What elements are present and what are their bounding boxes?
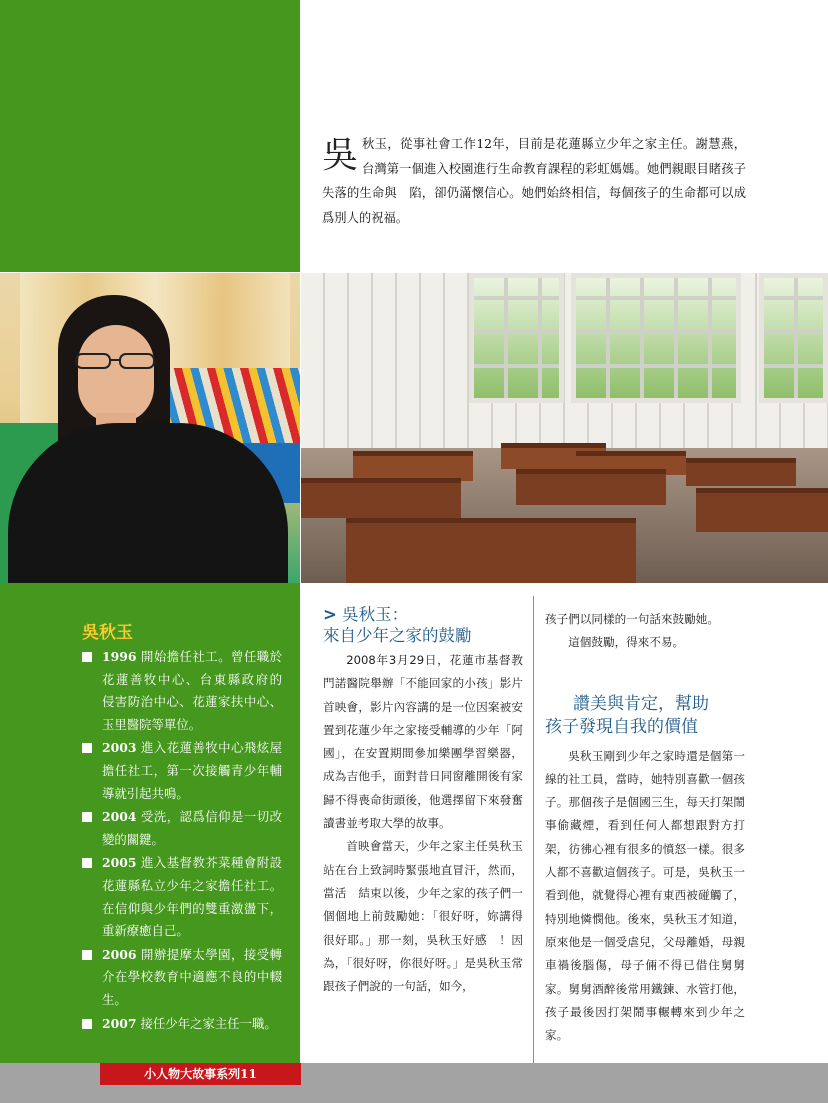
- timeline-text: 受洗，認爲信仰是一切改變的關鍵。: [102, 809, 282, 847]
- classroom-window: [469, 273, 564, 403]
- series-label: 小人物大故事系列11: [100, 1063, 301, 1085]
- bio-timeline: [82, 646, 295, 1035]
- timeline-year: 1996: [102, 649, 137, 664]
- timeline-text: 進入基督教芥菜種會附設花蓮縣私立少年之家擔任社工。在信仰與少年們的雙重激盪下，重新療癒自己。: [102, 855, 282, 939]
- timeline-year: 2003: [102, 740, 137, 756]
- article-body: [323, 649, 523, 998]
- timeline-year: 2005: [102, 855, 137, 871]
- timeline-text: 開始擔任社工。曾任職於花蓮善牧中心、台東縣政府的 侵害防治中心、花蓮家扶中心、玉里醫院等單位。: [102, 649, 295, 732]
- desk: [301, 478, 461, 518]
- square-bullet-icon: [82, 1019, 92, 1029]
- article-paragraph: 這個鼓勵，得來不易。: [568, 635, 685, 650]
- heading-line-1: 讚美與肯定，幫助: [573, 693, 709, 714]
- desk: [346, 518, 636, 583]
- article-paragraph: 孩子們以同樣的一句話來鼓勵她。: [545, 612, 719, 626]
- woman-portrait-photo: [0, 273, 300, 583]
- square-bullet-icon: [82, 812, 92, 822]
- square-bullet-icon: [82, 743, 92, 753]
- timeline-text: 進入花蓮善牧中心飛炫屋擔任社工，第一次接觸青少年輔導就引起共鳴。: [102, 740, 282, 801]
- article-paragraph: 2008年3月29日，花蓮市基督教門諾醫院舉辦「不能回家的小孩」影片首映會，影片內容講的是一位因案被安置到花蓮少年之家接受輔導的少年「阿國」，在安置期間參加樂團學習樂器，成為吉他手，面對昔日同窗離開後有家歸不得喪命街頭後，他選擇留下來發奮讀書並考取大學的故事。: [323, 653, 523, 831]
- section-heading: [545, 693, 745, 739]
- article-column-2: [545, 608, 745, 1047]
- heading-arrow-icon: >: [323, 605, 337, 624]
- bio-timeline-item: [82, 737, 282, 805]
- empty-classroom-photo: [301, 273, 828, 583]
- glasses-icon: [74, 351, 158, 371]
- bio-timeline-item: [82, 806, 282, 851]
- square-bullet-icon: [82, 858, 92, 868]
- intro-paragraph: [322, 132, 746, 230]
- section-heading: [323, 604, 523, 646]
- bio-name: 吳秋玉: [82, 623, 133, 643]
- column-divider: [533, 596, 534, 1063]
- heading-line-2: 孩子發現自我的價值: [545, 716, 698, 737]
- bio-sidebar: [82, 618, 295, 1036]
- square-bullet-icon: [82, 950, 92, 960]
- black-top: [8, 423, 288, 583]
- desk: [353, 451, 473, 481]
- classroom-window: [759, 273, 828, 403]
- square-bullet-icon: [82, 652, 92, 662]
- classroom-wall: [301, 273, 828, 453]
- article-column-1: [323, 604, 523, 998]
- desk: [686, 458, 796, 486]
- article-paragraph: 首映會當天，少年之家主任吳秋玉站在台上致詞時緊張地直冒汗，然而，當活 結束以後，少年之家的孩子們一個個地上前鼓勵她：「很好呀，妳講得很好耶。」那一刻，吳秋玉好感 ！因為，「很好呀，你很好呀。」是吳秋玉常跟孩子們說的一句話，如今，: [323, 839, 523, 994]
- bio-timeline-item: [82, 852, 282, 942]
- heading-line-1: 吳秋玉：: [342, 605, 409, 624]
- timeline-text: 接任少年之家主任一職。: [140, 1015, 277, 1031]
- green-color-block-top: [0, 0, 300, 272]
- bio-timeline-item: [82, 944, 282, 1012]
- bio-timeline-item: [82, 1013, 282, 1036]
- desk: [696, 488, 828, 532]
- timeline-text: 開辦提摩太學園，接受轉介在學校教育中適應不良的中輟生。: [102, 946, 282, 1007]
- face: [78, 325, 154, 423]
- classroom-window: [571, 273, 741, 403]
- timeline-year: 2006: [102, 946, 137, 962]
- article-paragraph: 吳秋玉剛到少年之家時還是個第一線的社工員，當時，她特別喜歡一個孩子。那個孩子是個國三生，每天打架鬧事偷藏煙，看到任何人都想跟對方打架，彷彿心裡有很多的憤怒一樣。很多人都不喜歡這個孩子。可是，吳秋玉一看到他，就覺得心裡有東西被碰觸了，特別地憐憫他。後來，吳秋玉才知道，原來他是一個受虐兒，父母離婚，母親車禍後腦傷，母子倆不得已借住舅舅家。舅舅酒醉後常用鐵鍊、水管打他，孩子最後因打架鬧事輾轉來到少年之家。: [545, 748, 745, 1043]
- bio-timeline-item: [82, 646, 295, 736]
- heading-line-2: 來自少年之家的鼓勵: [323, 626, 472, 645]
- timeline-year: 2004: [102, 809, 137, 825]
- intro-text: 秋玉，從事社會工作12年，目前是花蓮縣立少年之家主任。謝慧燕，台灣第一個進入校園進行生命教育課程的彩虹媽媽。她們親眼目睹孩子失落的生命與 陷，卻仍滿懷信心。她們始終相信，每個孩子的生命都可以成爲別人的祝福。: [322, 137, 746, 225]
- article-body: [545, 745, 745, 1048]
- intro-drop-cap: 吳: [322, 135, 359, 176]
- article-body: [545, 608, 745, 655]
- desk: [516, 469, 666, 505]
- timeline-year: 2007: [102, 1015, 137, 1031]
